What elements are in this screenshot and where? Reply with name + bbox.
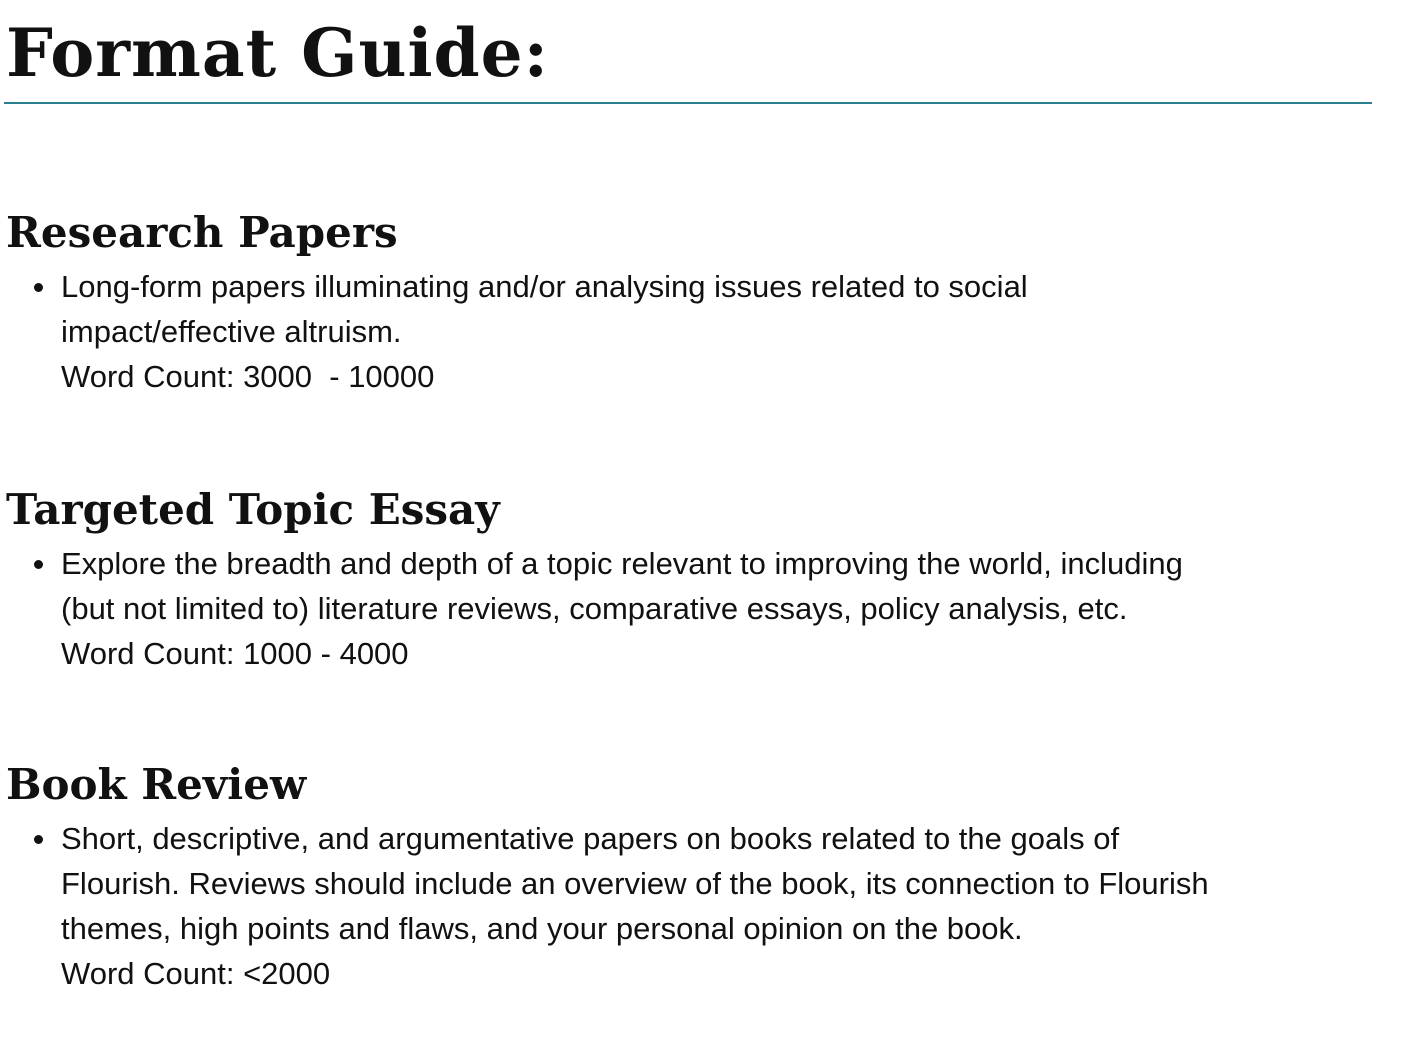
- format-description: Short, descriptive, and argumentative papers on books related to the goals of Flourish. Reviews should include an overview of the book, its connection to Flourish themes, high points and flaws, and your personal opinion on the book.: [61, 821, 1209, 946]
- word-count: Word Count: 1000 - 4000: [61, 636, 409, 671]
- bullet-list: [0, 264, 1417, 399]
- section-heading: Research Papers: [6, 208, 398, 257]
- bullet-icon: [34, 835, 43, 844]
- bullet-icon: [34, 560, 43, 569]
- word-count: Word Count: <2000: [61, 956, 331, 991]
- section-heading: Book Review: [6, 760, 307, 809]
- word-count: Word Count: 3000 - 10000: [61, 359, 435, 394]
- section-heading: Targeted Topic Essay: [6, 485, 500, 534]
- list-item: [61, 541, 1391, 676]
- format-description: Long-form papers illuminating and/or analysing issues related to social impact/effective altruism.: [61, 269, 1028, 349]
- list-item: [61, 264, 1391, 399]
- list-item: [61, 816, 1391, 996]
- bullet-list: [0, 816, 1417, 996]
- format-description: Explore the breadth and depth of a topic relevant to improving the world, including (but not limited to) literature reviews, comparative essays, policy analysis, etc.: [61, 546, 1183, 626]
- section-book-review: [0, 754, 1417, 996]
- page-title: Format Guide:: [6, 14, 550, 92]
- title-divider: [4, 102, 1372, 104]
- bullet-list: [0, 541, 1417, 676]
- bullet-icon: [34, 283, 43, 292]
- section-research-papers: [0, 202, 1417, 399]
- section-targeted-topic-essay: [0, 479, 1417, 676]
